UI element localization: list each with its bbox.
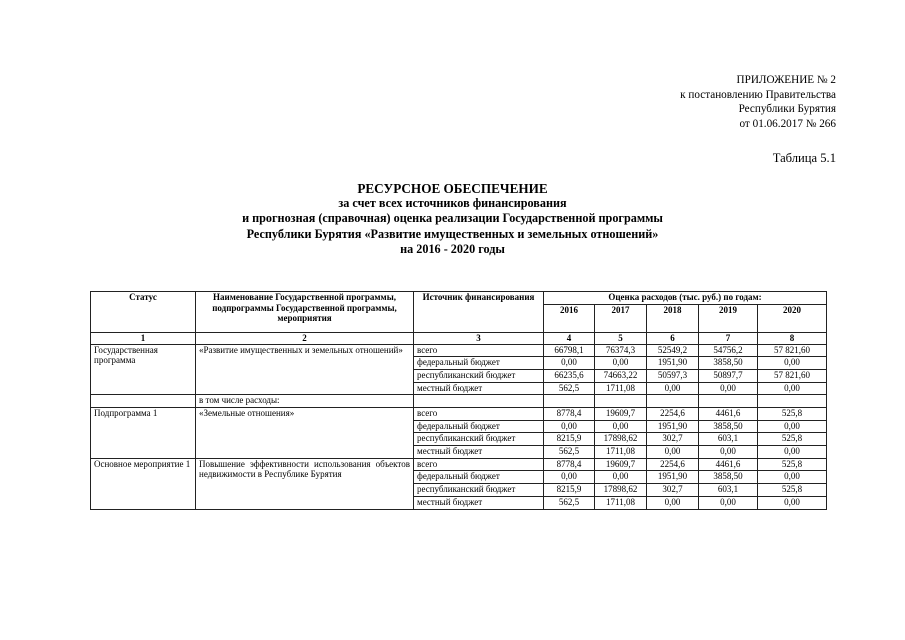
value-cell: 0,00 xyxy=(544,357,595,370)
value-cell: 57 821,60 xyxy=(758,344,827,357)
value-cell: 0,00 xyxy=(595,420,647,433)
value-cell: 2254,6 xyxy=(647,458,699,471)
column-number: 8 xyxy=(758,333,827,345)
value-cell: 66798,1 xyxy=(544,344,595,357)
value-cell: 57 821,60 xyxy=(758,369,827,382)
value-cell: 2254,6 xyxy=(647,408,699,421)
value-cell: 17898,62 xyxy=(595,484,647,497)
status-cell: Государственная программа xyxy=(91,344,196,395)
header-year: 2019 xyxy=(699,305,758,333)
value-cell: 1951,90 xyxy=(647,420,699,433)
title-line-1: РЕСУРСНОЕ ОБЕСПЕЧЕНИЕ xyxy=(357,181,548,196)
source-cell: республиканский бюджет xyxy=(414,484,544,497)
value-cell: 19609,7 xyxy=(595,458,647,471)
table-row xyxy=(91,395,827,408)
empty-cell xyxy=(699,395,758,408)
empty-cell xyxy=(414,395,544,408)
document-title xyxy=(0,181,905,257)
value-cell: 0,00 xyxy=(758,420,827,433)
table-row xyxy=(91,344,827,357)
appendix-header xyxy=(680,73,836,131)
value-cell: 19609,7 xyxy=(595,408,647,421)
column-number: 6 xyxy=(647,333,699,345)
empty-cell xyxy=(647,395,699,408)
empty-cell xyxy=(595,395,647,408)
title-line-2: за счет всех источников финансирования xyxy=(338,196,567,211)
table-row xyxy=(91,408,827,421)
header-costs: Оценка расходов (тыс. руб.) по годам: xyxy=(544,292,827,305)
value-cell: 525,8 xyxy=(758,433,827,446)
value-cell: 1711,08 xyxy=(595,382,647,395)
resource-table xyxy=(90,291,827,510)
column-number: 4 xyxy=(544,333,595,345)
source-cell: федеральный бюджет xyxy=(414,471,544,484)
value-cell: 8215,9 xyxy=(544,484,595,497)
source-cell: федеральный бюджет xyxy=(414,420,544,433)
value-cell: 3858,50 xyxy=(699,471,758,484)
value-cell: 4461,6 xyxy=(699,408,758,421)
program-name-cell: «Развитие имущественных и земельных отношений» xyxy=(196,344,414,395)
status-cell: Подпрограмма 1 xyxy=(91,408,196,459)
value-cell: 0,00 xyxy=(758,446,827,459)
value-cell: 525,8 xyxy=(758,484,827,497)
column-number: 2 xyxy=(196,333,414,345)
value-cell: 1711,08 xyxy=(595,446,647,459)
program-name-cell: «Земельные отношения» xyxy=(196,408,414,459)
value-cell: 8215,9 xyxy=(544,433,595,446)
column-number: 5 xyxy=(595,333,647,345)
source-cell: федеральный бюджет xyxy=(414,357,544,370)
value-cell: 0,00 xyxy=(699,496,758,509)
value-cell: 0,00 xyxy=(758,382,827,395)
appendix-republic-line: Республики Бурятия xyxy=(738,103,836,116)
empty-cell xyxy=(91,395,196,408)
source-cell: республиканский бюджет xyxy=(414,369,544,382)
value-cell: 0,00 xyxy=(595,357,647,370)
appendix-title: ПРИЛОЖЕНИЕ № 2 xyxy=(736,74,836,86)
source-cell: всего xyxy=(414,458,544,471)
value-cell: 66235,6 xyxy=(544,369,595,382)
source-cell: всего xyxy=(414,408,544,421)
table-label: Таблица 5.1 xyxy=(772,151,836,165)
appendix-date-line: от 01.06.2017 № 266 xyxy=(739,117,836,130)
column-number-row xyxy=(91,333,827,345)
including-label: в том числе расходы: xyxy=(196,395,414,408)
value-cell: 4461,6 xyxy=(699,458,758,471)
value-cell: 0,00 xyxy=(544,471,595,484)
source-cell: местный бюджет xyxy=(414,446,544,459)
title-line-3: и прогнозная (справочная) оценка реализации Государственной программы xyxy=(242,211,663,226)
value-cell: 50597,3 xyxy=(647,369,699,382)
program-name-cell: Повышение эффективности использования объектов недвижимости в Республике Бурятия xyxy=(196,458,414,509)
value-cell: 8778,4 xyxy=(544,408,595,421)
value-cell: 3858,50 xyxy=(699,357,758,370)
column-number: 3 xyxy=(414,333,544,345)
value-cell: 3858,50 xyxy=(699,420,758,433)
value-cell: 1951,90 xyxy=(647,471,699,484)
source-cell: местный бюджет xyxy=(414,382,544,395)
value-cell: 0,00 xyxy=(758,357,827,370)
value-cell: 525,8 xyxy=(758,458,827,471)
value-cell: 562,5 xyxy=(544,496,595,509)
header-year: 2016 xyxy=(544,305,595,333)
source-cell: республиканский бюджет xyxy=(414,433,544,446)
column-number: 7 xyxy=(699,333,758,345)
source-cell: всего xyxy=(414,344,544,357)
value-cell: 1951,90 xyxy=(647,357,699,370)
value-cell: 562,5 xyxy=(544,382,595,395)
value-cell: 302,7 xyxy=(647,484,699,497)
header-source: Источник финансирования xyxy=(414,292,544,333)
header-year: 2018 xyxy=(647,305,699,333)
table-row xyxy=(91,458,827,471)
value-cell: 0,00 xyxy=(758,471,827,484)
title-line-4: Республики Бурятия «Развитие имущественных и земельных отношений» xyxy=(246,226,659,241)
value-cell: 17898,62 xyxy=(595,433,647,446)
value-cell: 0,00 xyxy=(758,496,827,509)
value-cell: 54756,2 xyxy=(699,344,758,357)
value-cell: 0,00 xyxy=(699,382,758,395)
value-cell: 52549,2 xyxy=(647,344,699,357)
value-cell: 1711,08 xyxy=(595,496,647,509)
header-name: Наименование Государственной программы, подпрограммы Государственной программы, мероприятия xyxy=(196,292,414,333)
value-cell: 0,00 xyxy=(595,471,647,484)
value-cell: 0,00 xyxy=(544,420,595,433)
value-cell: 74663,22 xyxy=(595,369,647,382)
status-cell: Основное мероприятие 1 xyxy=(91,458,196,509)
empty-cell xyxy=(758,395,827,408)
appendix-decree-line: к постановлению Правительства xyxy=(680,88,836,101)
empty-cell xyxy=(544,395,595,408)
value-cell: 76374,3 xyxy=(595,344,647,357)
value-cell: 603,1 xyxy=(699,433,758,446)
value-cell: 0,00 xyxy=(699,446,758,459)
title-line-5: на 2016 - 2020 годы xyxy=(400,241,505,256)
value-cell: 8778,4 xyxy=(544,458,595,471)
value-cell: 603,1 xyxy=(699,484,758,497)
value-cell: 0,00 xyxy=(647,446,699,459)
value-cell: 525,8 xyxy=(758,408,827,421)
value-cell: 0,00 xyxy=(647,496,699,509)
value-cell: 50897,7 xyxy=(699,369,758,382)
column-number: 1 xyxy=(91,333,196,345)
value-cell: 0,00 xyxy=(647,382,699,395)
header-year: 2017 xyxy=(595,305,647,333)
source-cell: местный бюджет xyxy=(414,496,544,509)
header-status: Статус xyxy=(91,292,196,333)
value-cell: 302,7 xyxy=(647,433,699,446)
value-cell: 562,5 xyxy=(544,446,595,459)
header-year: 2020 xyxy=(758,305,827,333)
